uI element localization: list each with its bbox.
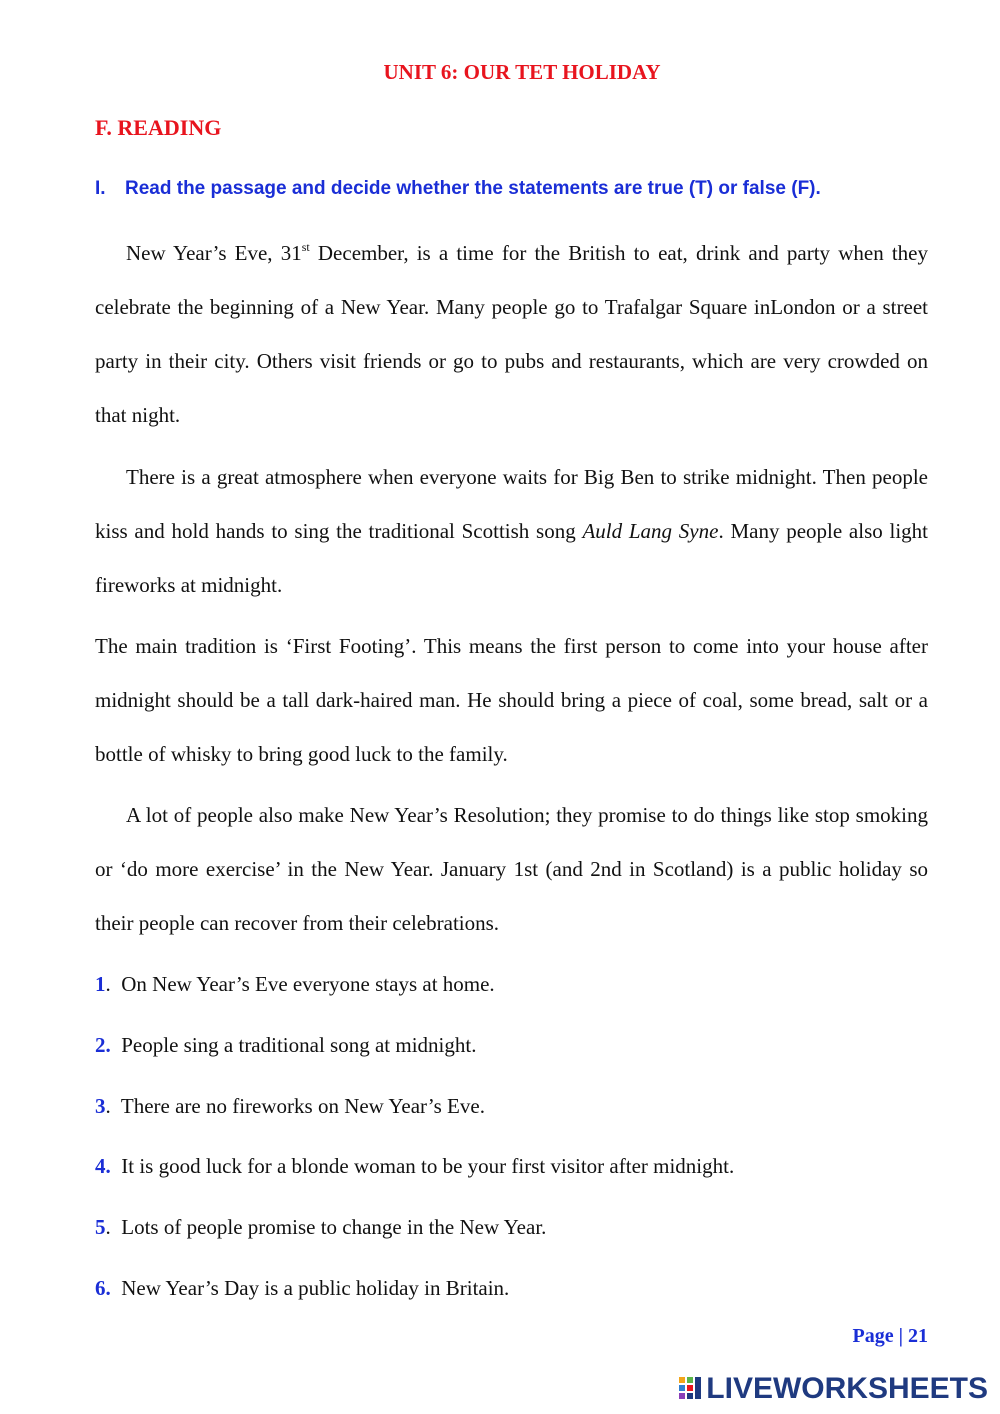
p2-after: . Many people also light fireworks at midnight. [95, 519, 928, 597]
p1-after: December, is a time for the British to eat, drink and party when they celebrate the beginning of a New Year. Many people go to Trafalgar Square inLondon or a street party in their city. Others visit friends or go to pubs and restaurants, which are very crowded on that night. [95, 241, 928, 427]
statement-4 [95, 1151, 734, 1181]
p1-superscript: st [301, 240, 310, 254]
statement-1: 1. On New Year’s Eve everyone stays at home. [95, 972, 495, 996]
statement-number: 3 [95, 1094, 106, 1118]
statement-2 [95, 1030, 476, 1060]
p2-before: There is a great atmosphere when everyone waits for Big Ben to strike midnight. Then people kiss and hold hands to sing the traditional Scottish song [95, 465, 928, 543]
page-number: Page | 21 [852, 1325, 928, 1347]
instruction-text: Read the passage and decide whether the statements are true (T) or false (F). [125, 178, 821, 199]
section-title: F. READING [95, 115, 222, 140]
instruction-number: I. [95, 178, 106, 199]
statement-text: New Year’s Day is a public holiday in Britain. [121, 1276, 510, 1300]
statement-number: 4. [95, 1154, 111, 1178]
passage-paragraph-4: A lot of people also make New Year’s Resolution; they promise to do things like stop smoking or ‘do more exercise’ in the New Year. January 1st (and 2nd in Scotland) is a public holiday so their people can recover from their celebrations. [95, 803, 928, 935]
statement-text: On New Year’s Eve everyone stays at home. [121, 972, 495, 996]
statement-text: It is good luck for a blonde woman to be your first visitor after midnight. [121, 1154, 735, 1178]
statement-text: Lots of people promise to change in the New Year. [121, 1215, 547, 1239]
statement-text: People sing a traditional song at midnight. [121, 1033, 477, 1057]
instruction [95, 178, 821, 200]
song-title: Auld Lang Syne [582, 519, 719, 543]
passage-paragraph-2 [95, 450, 928, 612]
unit-title: UNIT 6: OUR TET HOLIDAY [383, 60, 661, 84]
statement-5: 5. Lots of people promise to change in the New Year. [95, 1215, 547, 1239]
passage-paragraph-1 [95, 226, 928, 442]
statement-number: 6. [95, 1276, 111, 1300]
statement-number: 2. [95, 1033, 111, 1057]
statement-number: 5 [95, 1215, 106, 1239]
statement-number: 1 [95, 972, 106, 996]
liveworksheets-logo[interactable] [678, 1372, 988, 1406]
statement-3: 3. There are no fireworks on New Year’s Eve. [95, 1094, 485, 1118]
statement-text: There are no fireworks on New Year’s Eve. [120, 1094, 485, 1118]
liveworksheets-logo-icon [678, 1374, 704, 1404]
p1-before: New Year’s Eve, 31 [126, 241, 302, 265]
passage-paragraph-3: The main tradition is ‘First Footing’. This means the first person to come into your house after midnight should be a tall dark-haired man. He should bring a piece of coal, some bread, salt or a bottle of whisky to bring good luck to the family. [95, 634, 928, 766]
logo-text: LIVEWORKSHEETS [706, 1372, 988, 1405]
statement-6 [95, 1273, 509, 1303]
